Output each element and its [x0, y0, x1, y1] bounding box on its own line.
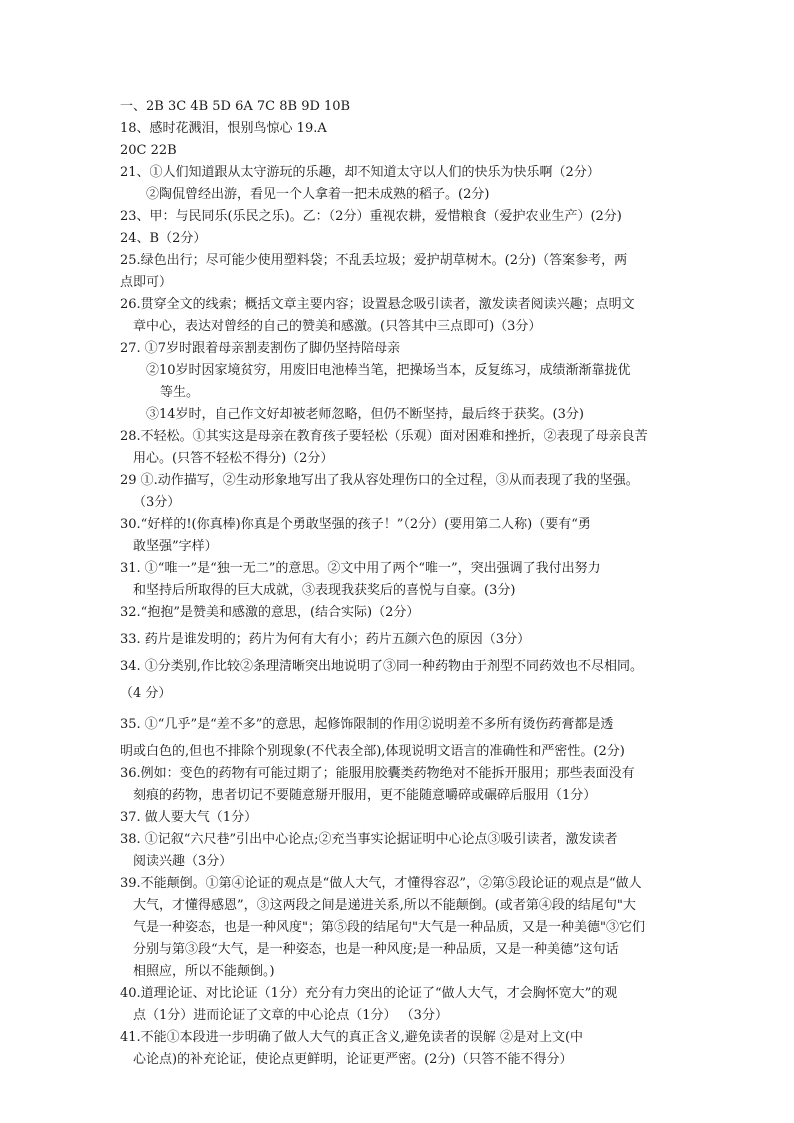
answer-line: 20C 22B	[120, 143, 177, 158]
answer-line: 21、①人们知道跟从太守游玩的乐趣，却不知道太守以人们的快乐为快乐啊（2分）	[120, 165, 600, 180]
answer-line: 37. 做人要大气（1分）	[120, 810, 258, 825]
answer-line: 分别与第③段“大气，是一种姿态，也是一种风度;是一种品质，又是一种美德”这句话	[133, 942, 619, 957]
answer-line: 刻痕的药物，患者切记不要随意掰开服用，更不能随意嚼碎或碾碎后服用（1分）	[133, 788, 597, 803]
answer-key-content	[120, 96, 690, 1071]
answer-line: ②陶侃曾经出游，看见一个人拿着一把未成熟的稻子。(2分)	[146, 187, 490, 202]
answer-line: 阅读兴趣（3分）	[133, 854, 233, 869]
answer-line: 39.不能颠倒。①第④论证的观点是“做人大气，才懂得容忍”，②第⑤段论证的观点是“做人	[120, 876, 642, 891]
answer-line: 心论点)的补充论证，使论点更鲜明，论证更严密。(2分)（只答不能不得分）	[133, 1052, 573, 1067]
answer-line: （3分）	[133, 495, 181, 510]
answer-line: 一、2B 3C 4B 5D 6A 7C 8B 9D 10B	[120, 99, 351, 114]
answer-line: 大气，才懂得感恩”，③这两段之间是递进关系,所以不能颠倒。(或者第④段的结尾句"大	[133, 898, 636, 913]
answer-line: 敢坚强”字样）	[133, 539, 218, 554]
answer-line: 章中心，表达对曾经的自己的赞美和感激。(只答其中三点即可)（3分）	[133, 319, 542, 334]
answer-line: ②10岁时因家境贫穷，用废旧电池棒当笔，把操场当本，反复练习，成绩渐渐靠拢优	[146, 363, 631, 378]
answer-line: 和坚持后所取得的巨大成就，③表现我获奖后的喜悦与自豪。(3分)	[133, 583, 516, 598]
answer-line: 35. ①“几乎”是“差不多”的意思，起修饰限制的作用②说明差不多所有烫伤药膏都是透	[120, 717, 614, 732]
answer-line: 明或白色的,但也不排除个别现象(不代表全部),体现说明文语言的准确性和严密性。(2分)	[120, 744, 625, 759]
answer-line: ③14岁时，自己作文好却被老师忽略，但仍不断坚持，最后终于获奖。(3分)	[146, 407, 584, 422]
answer-line: 31. ①“唯一”是“独一无二”的意思。②文中用了两个“唯一”，突出强调了我付出努力	[120, 561, 601, 576]
answer-line: 34. ①分类别,作比较②条理清晰突出地说明了③同一种药物由于剂型不同药效也不尽相同。	[120, 659, 643, 674]
answer-line: 26.贯穿全文的线索；概括文章主要内容；设置悬念吸引读者，激发读者阅读兴趣；点明文	[120, 297, 635, 312]
answer-line: 32.“抱抱”是赞美和感激的意思，(结合实际)（2分）	[120, 605, 420, 620]
answer-line: 点即可）	[120, 275, 173, 290]
answer-line: 18、感时花溅泪，恨别鸟惊心 19.A	[120, 121, 327, 136]
answer-line: 33. 药片是谁发明的；药片为何有大有小；药片五颜六色的原因（3分）	[120, 632, 531, 647]
answer-line: 28.不轻松。①其实这是母亲在教育孩子要轻松（乐观）面对困难和挫折，②表现了母亲良苦	[120, 429, 648, 444]
answer-line: 24、B（2分）	[120, 231, 207, 246]
answer-line: 30.“好样的!(你真棒)你真是个勇敢坚强的孩子！”（2分）(要用第二人称)（要有“勇	[120, 517, 591, 532]
answer-line: 41.不能①本段进一步明确了做人大气的真正含义,避免读者的误解 ②是对上文(中	[120, 1030, 584, 1045]
answer-line: （4 分）	[120, 686, 172, 701]
answer-line: 23、甲：与民同乐(乐民之乐)。乙：（2分）重视农耕，爱惜粮食（爱护农业生产）(2分)	[120, 209, 622, 224]
answer-line: 36.例如：变色的药物有可能过期了；能服用胶囊类药物绝对不能拆开服用；那些表面没有	[120, 766, 635, 781]
answer-line: 相照应，所以不能颠倒。)	[133, 964, 275, 979]
answer-line: 用心。(只答不轻松不得分)（2分）	[133, 451, 334, 466]
answer-line: 点（1分）进而论证了文章的中心论点（1分） （3分）	[133, 1008, 448, 1023]
answer-line: 25.绿色出行；尽可能少使用塑料袋；不乱丢垃圾；爱护胡草树木。(2分)（答案参考，两	[120, 253, 628, 268]
answer-line: 等生。	[160, 385, 200, 400]
answer-line: 29 ①.动作描写，②生动形象地写出了我从容处理伤口的全过程，③从而表现了我的坚强。	[120, 473, 639, 488]
answer-line: 40.道理论证、对比论证（1分）充分有力突出的论证了“做人大气，才会胸怀宽大”的观	[120, 986, 618, 1001]
answer-line: 38. ①记叙“六尺巷”引出中心论点;②充当事实论据证明中心论点③吸引读者，激发读者	[120, 832, 618, 847]
answer-line: 27. ①7岁时跟着母亲割麦割伤了脚仍坚持陪母亲	[120, 341, 401, 356]
answer-line: 气是一种姿态，也是一种风度"；第⑤段的结尾句"大气是一种品质，又是一种美德"③它们	[133, 920, 645, 935]
